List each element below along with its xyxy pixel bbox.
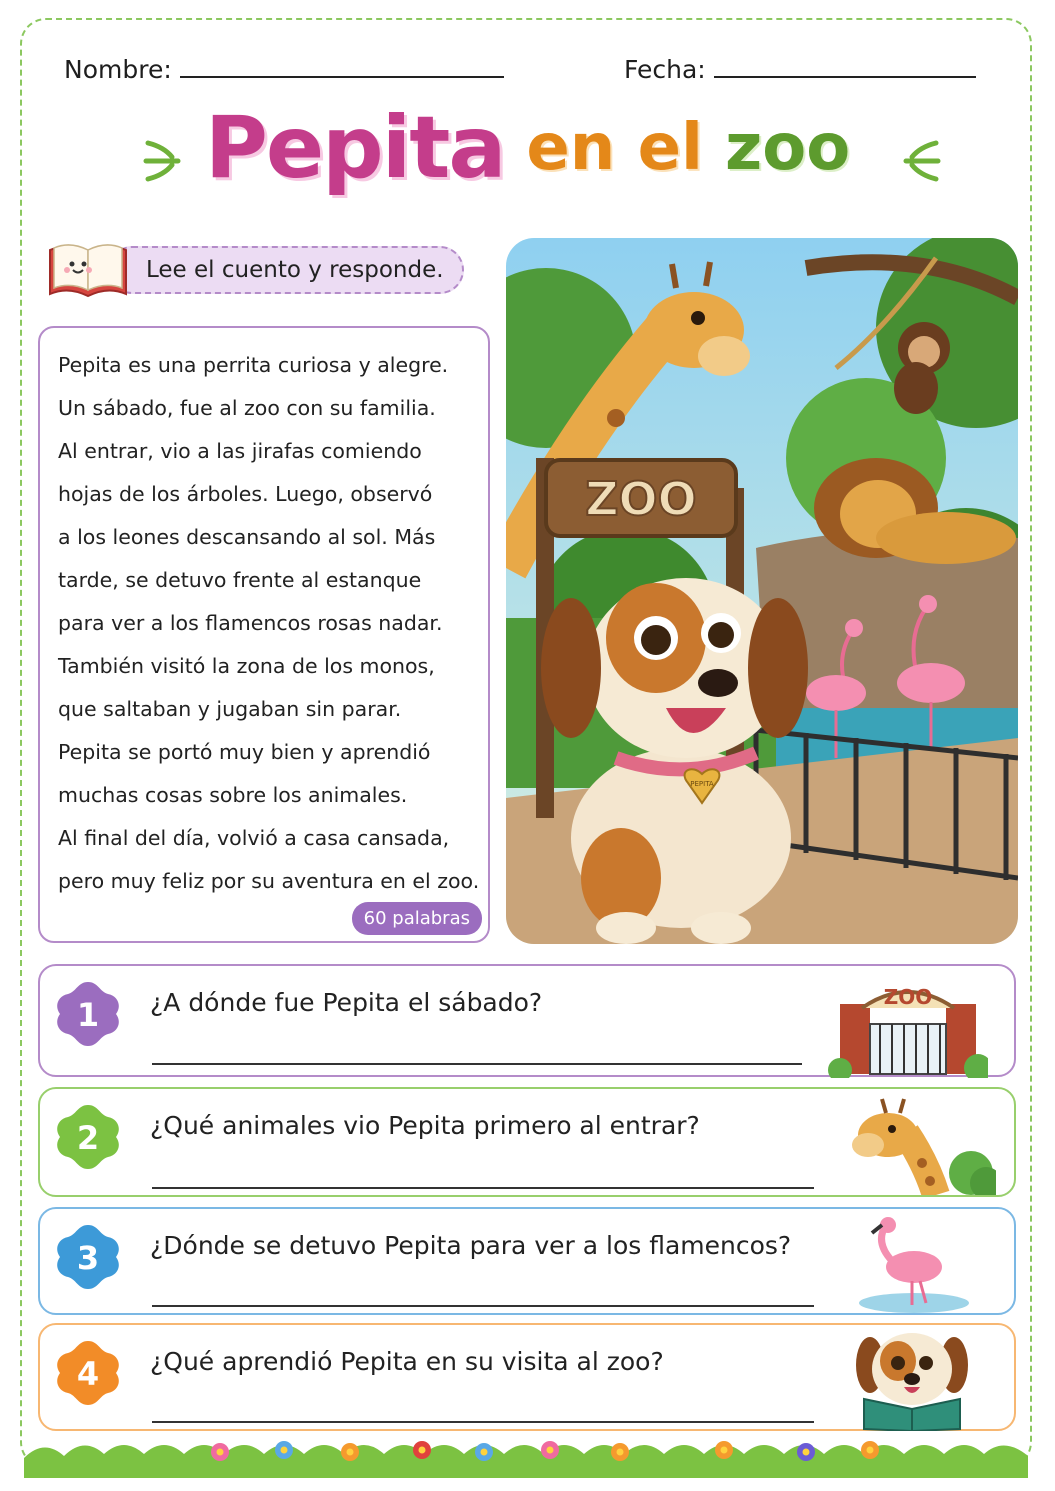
answer-line[interactable] bbox=[152, 1305, 814, 1307]
question-card-3 bbox=[38, 1207, 1016, 1315]
question-number: 2 bbox=[76, 1119, 100, 1157]
question-card-1 bbox=[38, 964, 1016, 1077]
gate-sign-text: ZOO bbox=[883, 985, 933, 1009]
word-count-badge: 60 palabras bbox=[352, 902, 482, 935]
answer-line[interactable] bbox=[152, 1063, 802, 1065]
question-number-badge bbox=[52, 1221, 124, 1293]
answer-line[interactable] bbox=[152, 1421, 814, 1423]
question-number: 1 bbox=[76, 996, 100, 1034]
story-line: muchas cosas sobre los animales. bbox=[58, 783, 408, 807]
flamingo-icon bbox=[854, 1213, 974, 1313]
story-box bbox=[38, 326, 490, 943]
story-line: pero muy feliz por su aventura en el zoo. bbox=[58, 869, 480, 893]
date-label: Fecha: bbox=[624, 55, 706, 84]
question-number: 3 bbox=[76, 1239, 100, 1277]
story-line: Pepita se portó muy bien y aprendió bbox=[58, 740, 431, 764]
question-text: ¿Qué aprendió Pepita en su visita al zoo? bbox=[150, 1347, 664, 1376]
name-line bbox=[180, 52, 504, 78]
question-text: ¿A dónde fue Pepita el sábado? bbox=[150, 988, 543, 1017]
story-line: Un sábado, fue al zoo con su familia. bbox=[58, 396, 436, 420]
question-card-4 bbox=[38, 1323, 1016, 1431]
story-line: para ver a los flamencos rosas nadar. bbox=[58, 611, 443, 635]
zoo-scene-image bbox=[506, 238, 1018, 944]
question-card-2 bbox=[38, 1087, 1016, 1197]
title-part-pepita: Pepita bbox=[204, 98, 505, 198]
open-book-icon bbox=[44, 236, 132, 304]
question-text: ¿Dónde se detuvo Pepita para ver a los flamencos? bbox=[150, 1231, 792, 1260]
giraffe-icon bbox=[846, 1093, 996, 1195]
story-line: tarde, se detuvo frente al estanque bbox=[58, 568, 422, 592]
question-number-badge bbox=[52, 978, 124, 1050]
question-number: 4 bbox=[76, 1355, 100, 1393]
zoo-gate-icon bbox=[828, 974, 988, 1078]
story-line: Al final del día, volvió a casa cansada, bbox=[58, 826, 450, 850]
instruction-text: Lee el cuento y responde. bbox=[146, 257, 444, 283]
story-line: También visitó la zona de los monos, bbox=[58, 654, 435, 678]
date-line bbox=[714, 52, 976, 78]
story-line: que saltaban y jugaban sin parar. bbox=[58, 697, 402, 721]
question-number-badge bbox=[52, 1101, 124, 1173]
question-number-badge bbox=[52, 1337, 124, 1409]
story-line: a los leones descansando al sol. Más bbox=[58, 525, 436, 549]
title-part-zoo: zoo bbox=[724, 111, 851, 185]
title-part-en-el: en el bbox=[526, 111, 703, 185]
puppy-tag-text: PEPITA bbox=[690, 780, 714, 788]
instruction-pill bbox=[108, 246, 464, 294]
story-line: hojas de los árboles. Luego, observó bbox=[58, 482, 433, 506]
name-label: Nombre: bbox=[64, 55, 172, 84]
name-field bbox=[64, 52, 504, 84]
story-line: Al entrar, vio a las jirafas comiendo bbox=[58, 439, 422, 463]
question-text: ¿Qué animales vio Pepita primero al entrar? bbox=[150, 1111, 700, 1140]
answer-line[interactable] bbox=[152, 1187, 814, 1189]
page-title bbox=[0, 98, 1055, 198]
grass-flowers-border bbox=[24, 1428, 1028, 1478]
puppy-reading-icon bbox=[850, 1327, 974, 1431]
zoo-sign-text: ZOO bbox=[585, 472, 697, 526]
zoo-illustration bbox=[506, 238, 1018, 944]
date-field bbox=[624, 52, 976, 84]
story-line: Pepita es una perrita curiosa y alegre. bbox=[58, 353, 449, 377]
